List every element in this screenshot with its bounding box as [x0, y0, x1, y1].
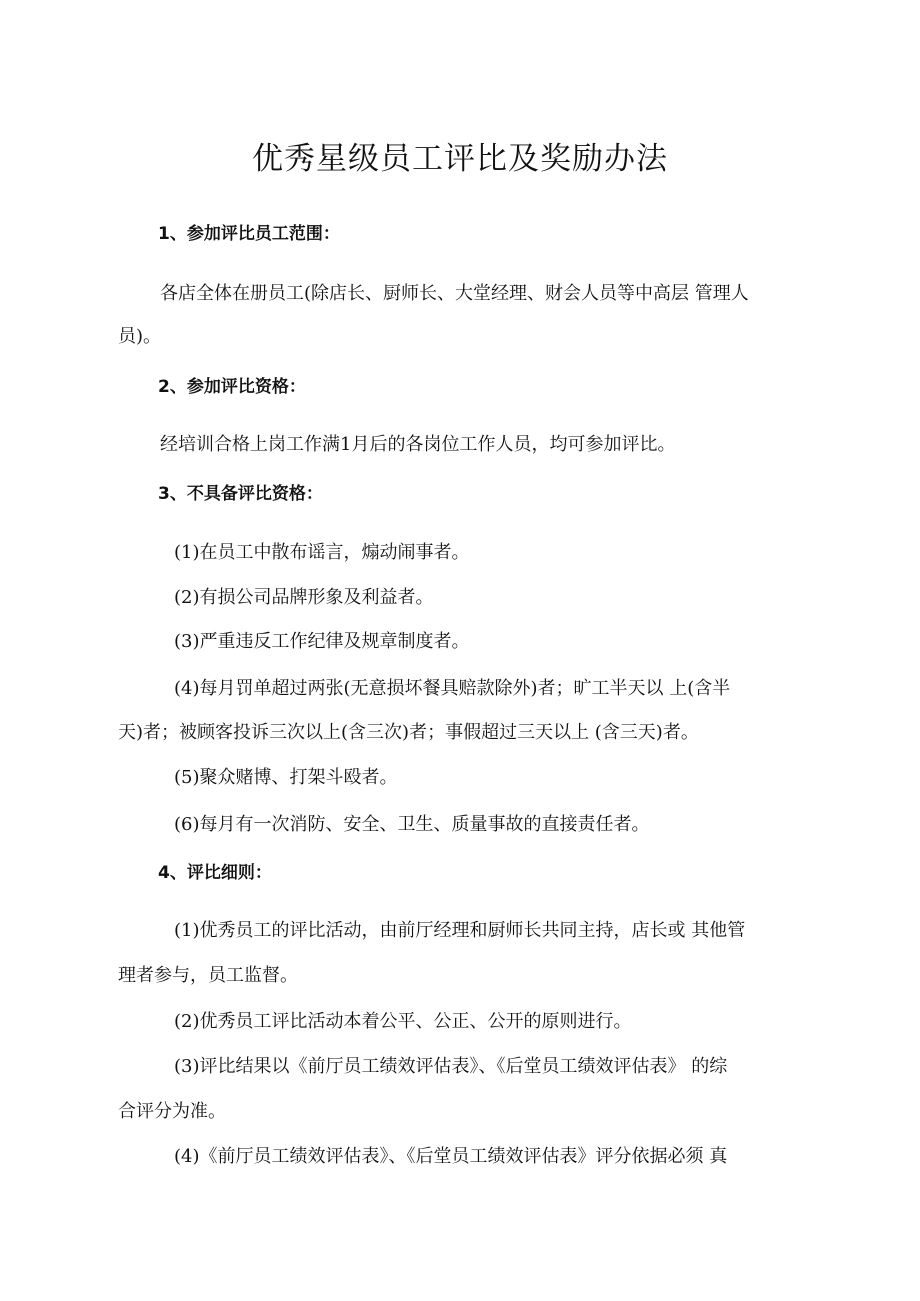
rules-item-4-line-1: (4)《前厅员工绩效评估表》、《后堂员工绩效评估表》评分依据必须 真	[174, 1146, 728, 1167]
rules-item-3-line-1: (3)评比结果以《前厅员工绩效评估表》、《后堂员工绩效评估表》 的综	[174, 1056, 728, 1077]
section-heading-scope: 1、参加评比员工范围：	[158, 224, 340, 244]
disqualification-item-5: (5)聚众赌博、打架斗殴者。	[174, 767, 398, 788]
disqualification-item-3: (3)严重违反工作纪律及规章制度者。	[174, 631, 470, 652]
rules-item-1-line-1: (1)优秀员工的评比活动，由前厅经理和厨师长共同主持，店长或 其他管	[174, 920, 746, 941]
eligibility-paragraph-line-1: 经培训合格上岗工作满1月后的各岗位工作人员，均可参加评比。	[160, 434, 676, 455]
section-heading-disqualification: 3、不具备评比资格：	[158, 484, 323, 504]
disqualification-item-4-line-2: 天)者；被顾客投诉三次以上(含三次)者；事假超过三天以上 (含三天)者。	[118, 722, 699, 743]
section-heading-eligibility: 2、参加评比资格：	[158, 377, 306, 397]
section-heading-rules: 4、评比细则：	[158, 863, 272, 883]
rules-item-2: (2)优秀员工评比活动本着公平、公正、公开的原则进行。	[174, 1011, 632, 1032]
disqualification-item-1: (1)在员工中散布谣言，煽动闹事者。	[174, 542, 470, 563]
rules-item-3-line-2: 合评分为准。	[118, 1101, 226, 1122]
disqualification-item-2: (2)有损公司品牌形象及利益者。	[174, 587, 434, 608]
rules-item-1-line-2: 理者参与，员工监督。	[118, 965, 298, 986]
scope-paragraph-line-2: 员)。	[118, 326, 162, 347]
document-title: 优秀星级员工评比及奖励办法	[252, 140, 668, 177]
disqualification-item-6: (6)每月有一次消防、安全、卫生、质量事故的直接责任者。	[174, 814, 650, 835]
disqualification-item-4-line-1: (4)每月罚单超过两张(无意损坏餐具赔款除外)者；旷工半天以 上(含半	[174, 678, 731, 699]
scope-paragraph-line-1: 各店全体在册员工(除店长、厨师长、大堂经理、财会人员等中高层 管理人	[160, 283, 749, 304]
